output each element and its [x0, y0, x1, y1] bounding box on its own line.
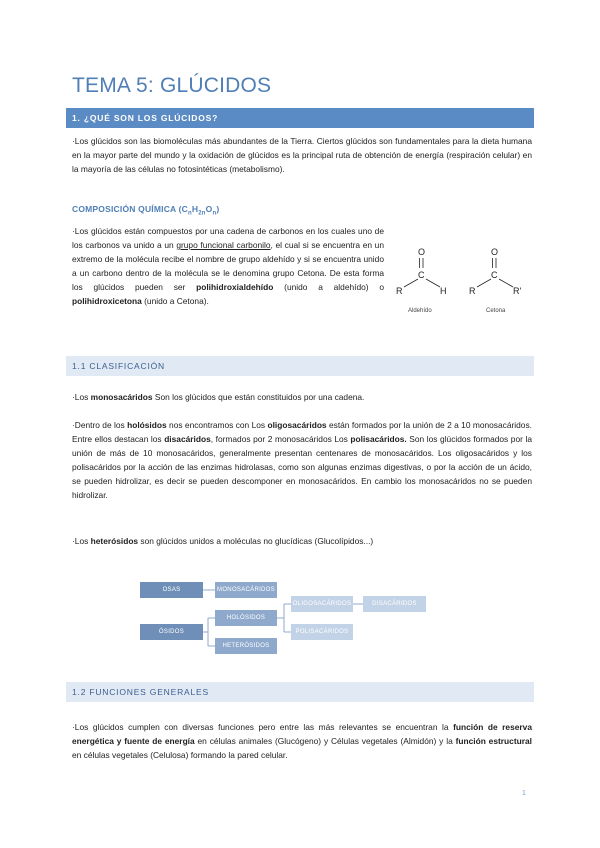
section-heading-funciones: 1.2 FUNCIONES GENERALES — [66, 682, 534, 702]
node-osidos: ÓSIDOS — [140, 624, 203, 640]
node-heterosidos: HETERÓSIDOS — [215, 638, 277, 654]
carbonyl-link: grupo funcional carbonilo — [176, 240, 271, 250]
ketone-r: R — [469, 286, 476, 296]
node-disacaridos: DISACÁRIDOS — [363, 596, 426, 612]
formula: $(C_nH_{2n}O_n)$ — [178, 204, 220, 217]
ketone-o: O — [491, 247, 499, 257]
aldehyde-label: Aldehído — [408, 308, 432, 314]
composition-paragraph: ·Los glúcidos están compuestos por una cadena de carbonos en los cuales uno de los carbonos va unido a un grupo funcional carbonilo, el cual si se encuentra en un extremo de la molécula recibe el nombre de grupo aldehído y si se encuentra unido a un carbono dentro de la molécula se le denomina grupo Cetona. De esta forma los glúcidos pueden ser polihidroxialdehído (unido a aldehído) o polihidroxicetona (unido a Cetona). — [72, 226, 384, 306]
funciones-paragraph: ·Los glúcidos cumplen con diversas funciones pero entre las más relevantes se encuentran la función de reserva energética y fuente de energía en células animales (Glucógeno) y Células vegetales (Almidón) y la función estructural en células vegetales (Celulosa) formando la pared celular. — [72, 722, 532, 760]
section-heading-clasificacion: 1.1 CLASIFICACIÓN — [66, 356, 534, 376]
aldehyde-h: H — [440, 286, 447, 296]
node-holosidos: HOLÓSIDOS — [215, 610, 277, 626]
aldehyde-o: O — [418, 247, 426, 257]
ketone-label: Cetona — [486, 308, 506, 314]
composition-subheading-text: COMPOSICIÓN QUÍMICA — [72, 204, 177, 214]
aldehyde-r: R — [396, 286, 403, 296]
ketone-r-prime: R' — [513, 286, 522, 296]
holosidos-paragraph: ·Dentro de los holósidos nos encontramos con Los oligosacáridos están formados por la unión de 2 a 10 monosacáridos. Entre ellos destacan los disacáridos, formados por 2 monosacáridos Los polisacáridos. Son los glúcidos formados por la unión de más de 10 monosacáridos, generalmente presentan centenares de monosacáridos. Los oligosacáridos y los polisacáridos por la acción de las enzimas hidrolasas, como son algunas enzimas digestivas, o por la acción de un ácido, se pueden hidrolizar, es decir se pueden descomponer en monosacáridos. En cambio los monosacáridos no se pueden hidrolizar. — [72, 420, 532, 500]
page-number: 1 — [522, 790, 526, 797]
node-oligosacaridos: OLIGOSACÁRIDOS — [291, 596, 353, 612]
node-polisacaridos: POLISACÁRIDOS — [291, 624, 353, 640]
monosacaridos-paragraph: ·Los monosacáridos Son los glúcidos que están constituidos por una cadena. — [72, 392, 365, 402]
intro-paragraph: ·Los glúcidos son las biomoléculas más abundantes de la Tierra. Ciertos glúcidos son fundamentales para la dieta humana en la mayor parte del mundo y la oxidación de glúcidos es la principal ruta de obtención de energía (respiración celular) en la mayoría de las células no fotosintéticas (metabolismo). — [72, 136, 532, 174]
heterosidos-paragraph: ·Los heterósidos son glúcidos unidos a moléculas no glucídicas (Glucolípidos...) — [72, 536, 374, 546]
aldehyde-c: C — [418, 270, 425, 280]
section-heading-que-son: 1. ¿QUÉ SON LOS GLÚCIDOS? — [66, 108, 534, 128]
node-osas: OSAS — [140, 582, 203, 598]
page-title: TEMA 5: GLÚCIDOS — [72, 74, 272, 97]
ketone-c: C — [491, 270, 498, 280]
node-monosacaridos: MONOSACÁRIDOS — [215, 582, 277, 598]
